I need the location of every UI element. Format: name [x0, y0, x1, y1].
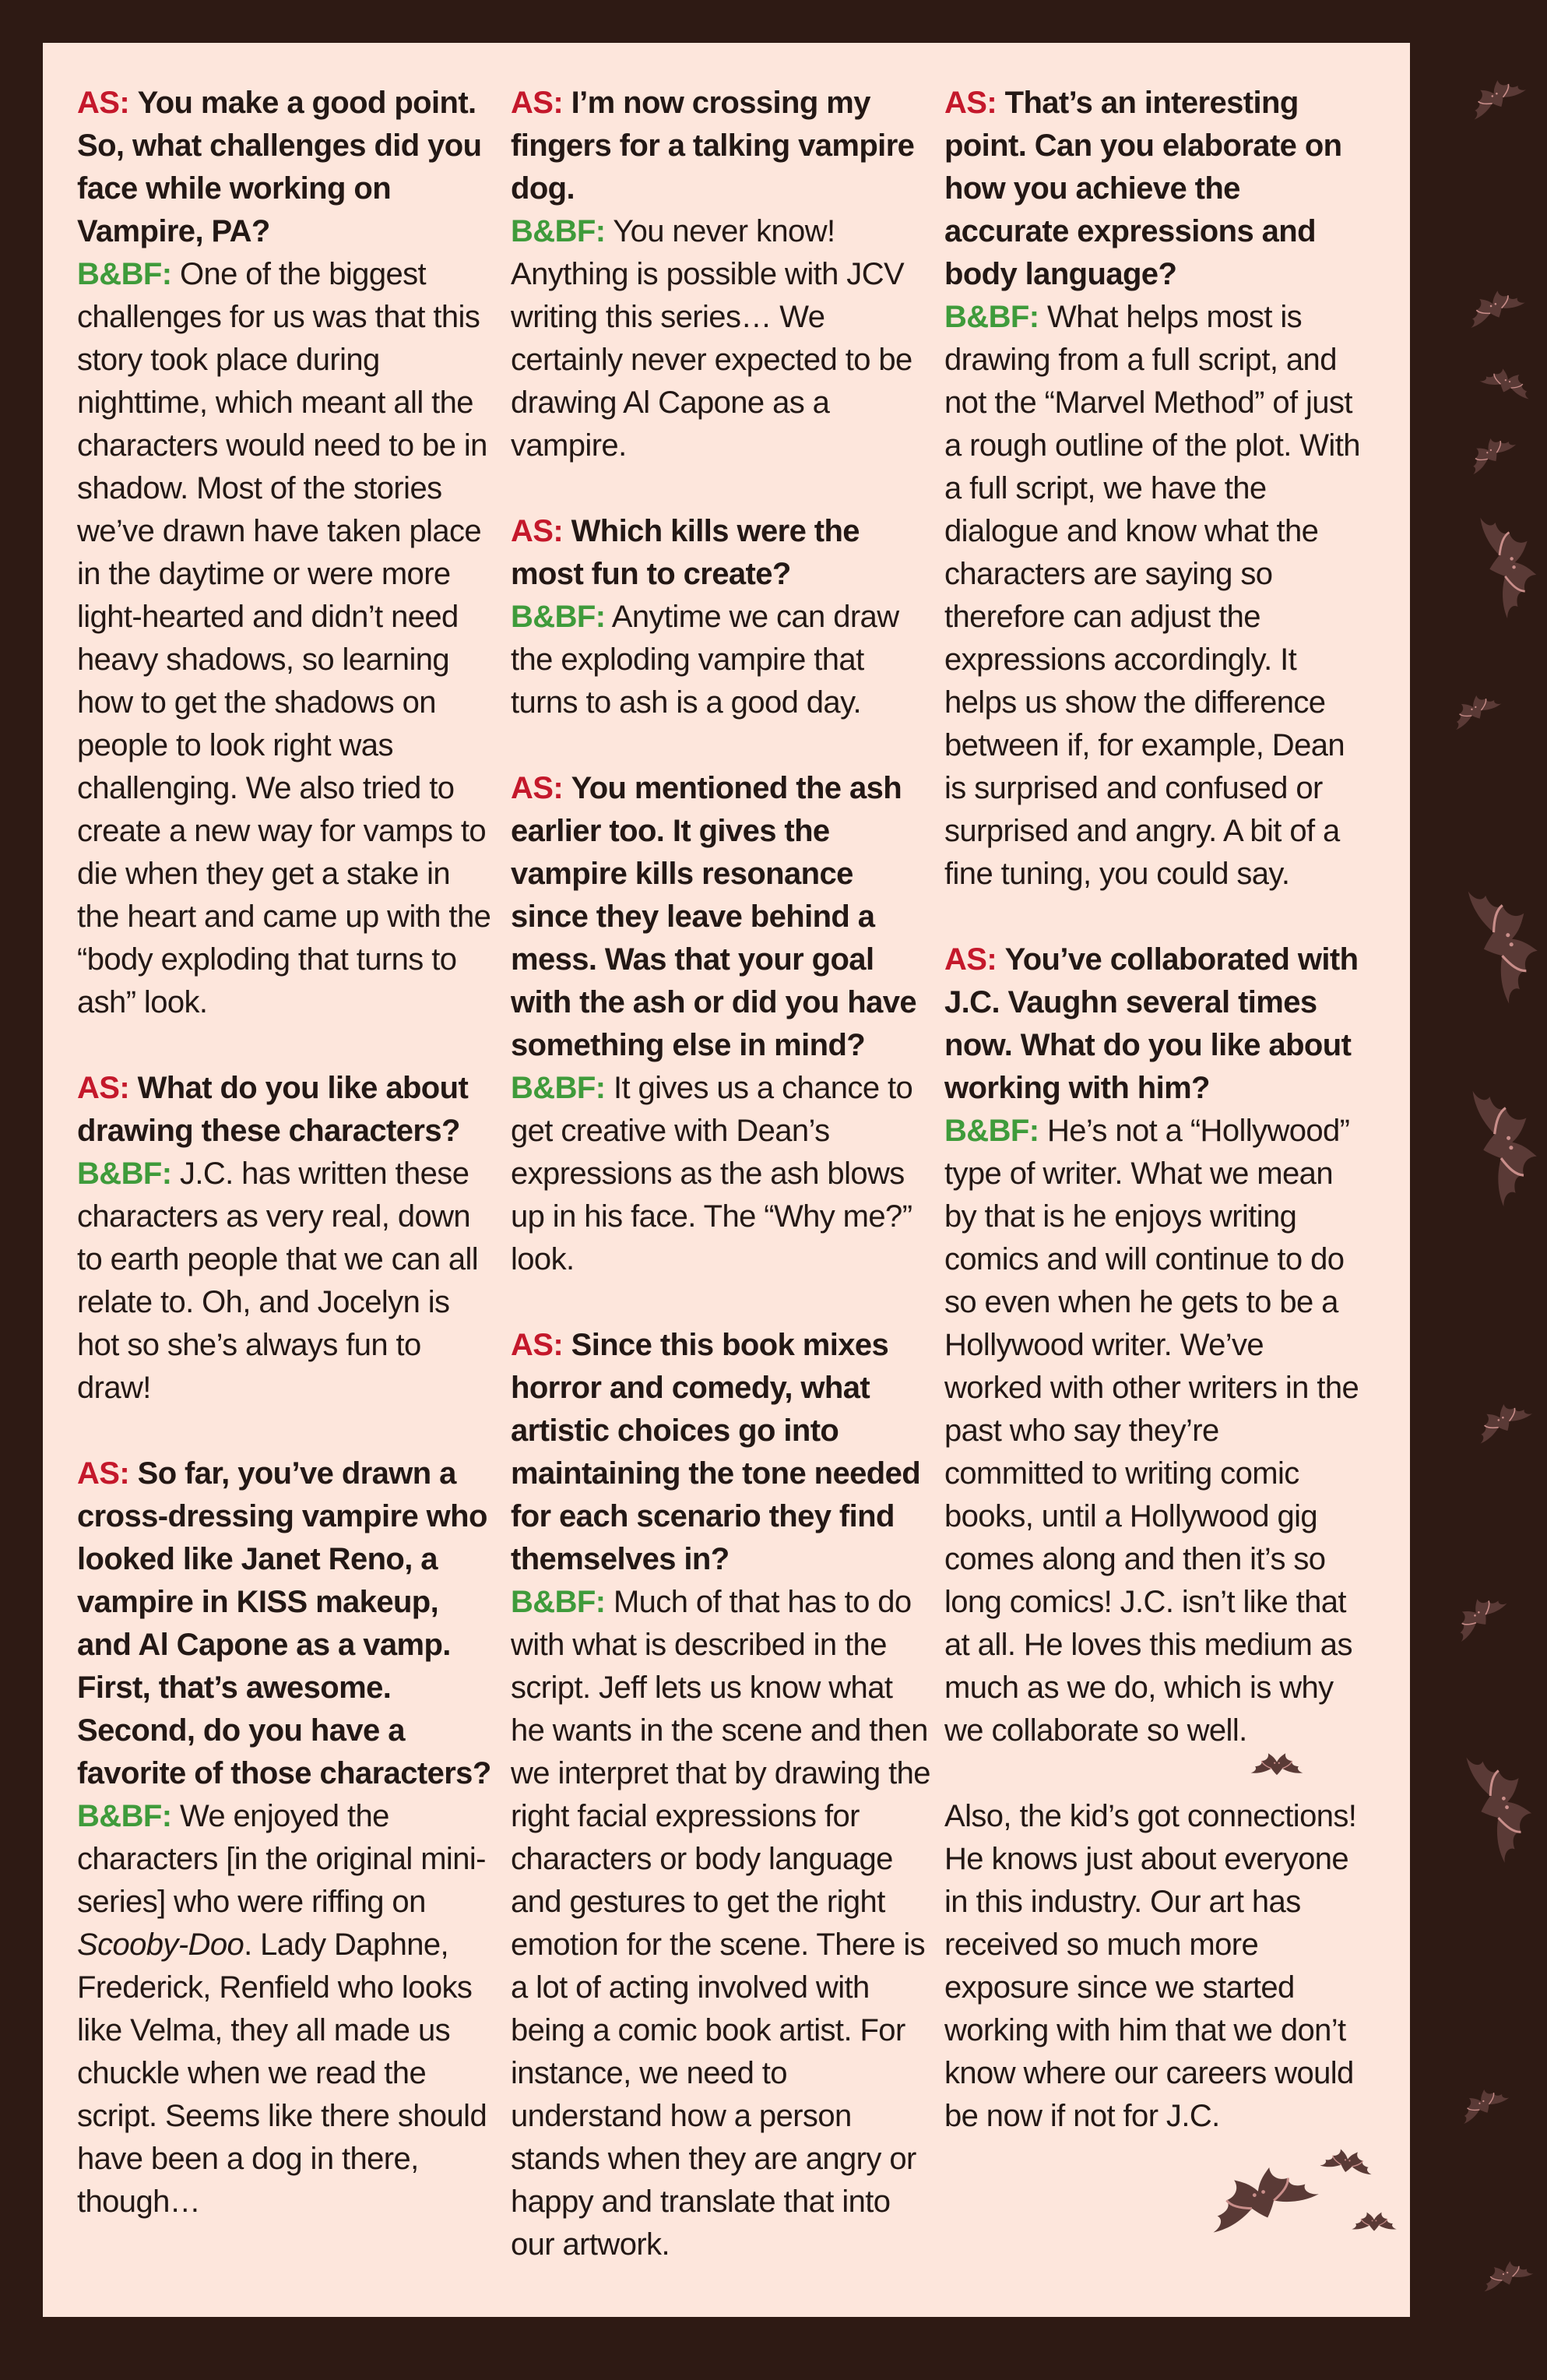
- qa-block: [944, 82, 1365, 896]
- answer-text: Also, the kid’s got connections! He knows just about everyone in this industry. Our art has received so much more exposure since we started working with him that we don’t know where our careers would be now if not for J.C.: [944, 1799, 1357, 2133]
- bbf-label: B&BF:: [77, 1157, 172, 1191]
- bat-icon: [1351, 2208, 1398, 2239]
- question-text: You make a good point. So, what challenges did you face while working on Vampire, PA?: [77, 86, 482, 248]
- as-label: AS:: [511, 86, 564, 120]
- bbf-label: B&BF:: [511, 600, 606, 634]
- bat-icon: [1449, 1075, 1547, 1215]
- bat-icon: [1443, 682, 1508, 741]
- qa-block: [944, 938, 1365, 1752]
- column-middle: [511, 82, 931, 2309]
- bat-icon: [1443, 1581, 1517, 1652]
- qa-block: [511, 82, 931, 467]
- qa-block: [511, 1324, 931, 2266]
- interview-page: [43, 43, 1410, 2317]
- bat-icon: [1458, 424, 1524, 484]
- bbf-label: B&BF:: [511, 1585, 606, 1619]
- as-label: AS:: [944, 942, 997, 977]
- as-label: AS:: [944, 86, 997, 120]
- bat-icon: [1443, 1737, 1547, 1873]
- answer-text: He’s not a “Hollywood” type of writer. What we mean by that is he enjoys writing comics and will continue to do so even when he gets to be a Hollywood writer. We’ve worked with other writers in the past who say they’re committed to writing comic books, until a Hollywood gig comes along and then it’s so long comics! J.C. isn’t like that at all. He loves this medium as much as we do, which is why we collaborate so well.: [944, 1114, 1359, 1748]
- question-text: So far, you’ve drawn a cross-dressing vampire who looked like Janet Reno, a vampire in KISS makeup, and Al Capone as a vamp. First, that’s awesome. Second, do you have a favorite of those characters?: [77, 1456, 491, 1790]
- bat-icon: [1459, 65, 1533, 131]
- answer-paragraph: [944, 1795, 1365, 2138]
- question-text: You’ve collaborated with J.C. Vaughn several times now. What do you like about working with him?: [944, 942, 1359, 1105]
- answer-text: It gives us a chance to get creative with Dean’s expressions as the ash blows up in his face. The “Why me?” look.: [511, 1071, 913, 1276]
- bat-icon: [1458, 277, 1531, 340]
- qa-block: [77, 1067, 498, 1410]
- qa-block: [77, 82, 498, 1024]
- question-text: What do you like about drawing these characters?: [77, 1071, 469, 1148]
- as-label: AS:: [77, 1456, 130, 1491]
- bbf-label: B&BF:: [77, 257, 172, 291]
- bbf-label: B&BF:: [511, 1071, 606, 1105]
- question-text: I’m now crossing my fingers for a talking vampire dog.: [511, 86, 915, 206]
- qa-block: [511, 510, 931, 724]
- bbf-label: B&BF:: [511, 214, 606, 248]
- qa-block: [511, 767, 931, 1281]
- answer-text: J.C. has written these characters as very real, down to earth people that we can all relate to. Oh, and Jocelyn is hot so she’s always fun to draw!: [77, 1157, 479, 1405]
- bat-icon: [1250, 1748, 1304, 1784]
- answer-text: . Lady Daphne, Frederick, Renfield who looks like Velma, they all made us chuckle when we read the script. Seems like there should have been a dog in there, though…: [77, 1928, 487, 2219]
- as-label: AS:: [511, 514, 564, 548]
- bat-icon: [1445, 871, 1547, 1015]
- question-text: Which kills were the most fun to create?: [511, 514, 860, 591]
- as-label: AS:: [77, 86, 130, 120]
- bat-icon: [1465, 1389, 1539, 1455]
- answer-text: One of the biggest challenges for us was that this story took place during nighttime, which meant all the characters would need to be in shadow. Most of the stories we’ve drawn have taken place in the daytime or were more light-hearted and didn’t need heavy shadows, so learning how to get the shadows on people to look right was challenging. We also tried to create a new way for vamps to die when they get a stake in the heart and came up with the “body exploding that turns to ash” look.: [77, 257, 491, 1019]
- column-right: [944, 82, 1365, 2181]
- answer-text: Much of that has to do with what is described in the script. Jeff lets us know what he wants in the scene and then we interpret that by drawing the right facial expressions for characters or body language and gestures to get the right emotion for the scene. There is a lot of acting involved with being a comic book artist. For instance, we need to understand how a person stands when they are angry or happy and translate that into our artwork.: [511, 1585, 930, 2262]
- answer-text: Anytime we can draw the exploding vampire that turns to ash is a good day.: [511, 600, 899, 720]
- qa-block: [77, 1452, 498, 2223]
- column-left: [77, 82, 498, 2266]
- question-text: You mentioned the ash earlier too. It gives the vampire kills resonance since they leave behind a mess. Was that your goal with the ash or did you have something else in mind?: [511, 771, 917, 1062]
- bat-icon: [1450, 2076, 1516, 2135]
- as-label: AS:: [511, 1328, 564, 1362]
- answer-italic-title: Scooby-Doo: [77, 1928, 244, 1962]
- question-text: Since this book mixes horror and comedy, what artistic choices go into maintaining the tone needed for each scenario they find themselves in?: [511, 1328, 921, 1576]
- bbf-label: B&BF:: [944, 300, 1039, 334]
- answer-text: What helps most is drawing from a full script, and not the “Marvel Method” of just a rough outline of the plot. With a full script, we have the dialogue and know what the characters are saying so therefore can adjust the expressions accordingly. It helps us show the difference between if, for example, Dean is surprised and confused or surprised and angry. A bit of a fine tuning, you could say.: [944, 300, 1360, 891]
- answer-text: We enjoyed the characters [in the original mini-series] who were riffing on: [77, 1799, 486, 1919]
- answer-text: You never know! Anything is possible with JCV writing this series… We certainly never expected to be drawing Al Capone as a vampire.: [511, 214, 912, 463]
- bbf-label: B&BF:: [944, 1114, 1039, 1148]
- bat-icon: [1458, 503, 1547, 627]
- question-text: That’s an interesting point. Can you elaborate on how you achieve the accurate expressions and body language?: [944, 86, 1342, 291]
- as-label: AS:: [511, 771, 564, 805]
- bat-icon: [1475, 357, 1538, 410]
- as-label: AS:: [77, 1071, 130, 1105]
- bat-icon: [1475, 2250, 1538, 2302]
- bbf-label: B&BF:: [77, 1799, 172, 1833]
